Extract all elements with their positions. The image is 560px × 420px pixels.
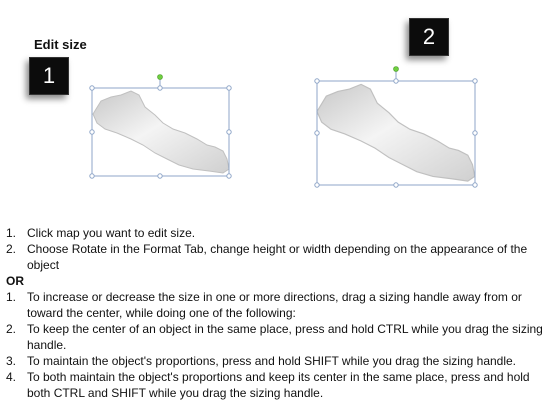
list-item xyxy=(6,241,554,273)
nepal-map-1[interactable] xyxy=(93,91,229,173)
map-figure-2[interactable] xyxy=(315,67,477,188)
step-badge-1: 1 xyxy=(29,57,69,95)
rotate-handle-2[interactable] xyxy=(394,67,399,72)
edit-size-title: Edit size xyxy=(34,37,87,52)
step-badge-2: 2 xyxy=(409,18,449,56)
step-text: To keep the center of an object in the same place, press and hold CTRL while you drag the sizing handle. xyxy=(27,322,543,352)
list-item xyxy=(6,225,554,241)
step-text: To both maintain the object's proportions and keep its center in the same place, press and hold both CTRL and SHIFT while you drag the sizing handle. xyxy=(27,370,530,400)
instructions xyxy=(6,225,554,401)
or-label: OR xyxy=(6,274,24,288)
list-item xyxy=(6,369,554,401)
map-figure-1[interactable] xyxy=(90,75,231,179)
step-text: Choose Rotate in the Format Tab, change height or width depending on the appearance of the object xyxy=(27,242,528,272)
step-number: 1. xyxy=(6,226,17,240)
step-number: 2. xyxy=(6,322,17,336)
nepal-map-2[interactable] xyxy=(317,84,475,181)
step-text: Click map you want to edit size. xyxy=(27,226,196,240)
step-number: 3. xyxy=(6,354,17,368)
step-number: 1. xyxy=(6,290,17,304)
step-number: 2. xyxy=(6,242,17,256)
rotate-handle-1[interactable] xyxy=(158,75,163,80)
step-text: To increase or decrease the size in one or more directions, drag a sizing handle away from or toward the center, while doing one of the following: xyxy=(27,290,522,320)
step-text: To maintain the object's proportions, press and hold SHIFT while you drag the sizing handle. xyxy=(27,354,517,368)
list-item xyxy=(6,289,554,321)
step-number: 4. xyxy=(6,370,17,384)
list-item xyxy=(6,353,554,369)
list-item xyxy=(6,321,554,353)
